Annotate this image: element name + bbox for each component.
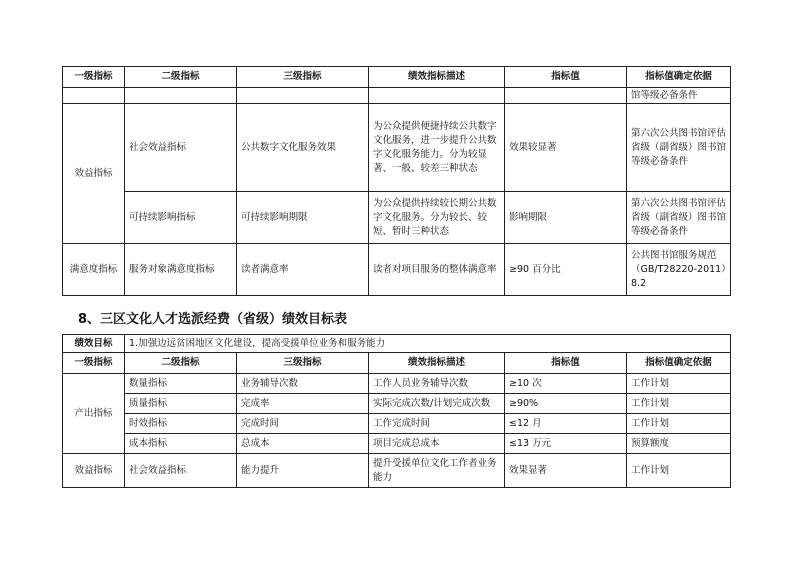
table-cell [63,88,125,104]
table-row [63,192,731,244]
header-value: 指标值 [505,353,627,374]
header-description: 绩效指标描述 [369,353,505,374]
value-cell: 影响期限 [505,192,627,244]
basis-cell: 预算额度 [627,434,731,454]
header-description: 绩效指标描述 [369,67,505,88]
basis-cell: 第六次公共图书馆评估省级（副省级）图书馆等级必备条件 [627,192,731,244]
level2-cell: 成本指标 [125,434,237,454]
header-basis: 指标值确定依据 [627,353,731,374]
table-row [63,244,731,296]
level1-cell: 产出指标 [63,374,125,454]
level3-cell: 完成时间 [237,414,369,434]
table-header-row [63,67,731,88]
level3-cell: 读者满意率 [237,244,369,296]
basis-cell: 公共图书馆服务规范（GB/T28220-2011）8.2 [627,244,731,296]
header-level2: 二级指标 [125,67,237,88]
table-row [63,374,731,394]
basis-cell: 工作计划 [627,374,731,394]
level3-cell: 可持续影响期限 [237,192,369,244]
value-cell: 效果较显著 [505,104,627,192]
basis-cell: 工作计划 [627,394,731,414]
header-value: 指标值 [505,67,627,88]
table-cell [369,88,505,104]
level2-cell: 社会效益指标 [125,454,237,488]
basis-cell: 工作计划 [627,454,731,488]
performance-goal-table [62,334,731,488]
level3-cell: 业务辅导次数 [237,374,369,394]
goal-text: 1.加强边远贫困地区文化建设，提高受援单位业务和服务能力 [125,335,731,353]
header-level3: 三级指标 [237,353,369,374]
header-level1: 一级指标 [63,353,125,374]
level2-cell: 时效指标 [125,414,237,434]
table-cell [237,88,369,104]
basis-cell: 工作计划 [627,414,731,434]
table-cell [505,88,627,104]
description-cell: 实际完成次数/计划完成次数 [369,394,505,414]
value-cell: 效果显著 [505,454,627,488]
description-cell: 读者对项目服务的整体满意率 [369,244,505,296]
value-cell: ≤12 月 [505,414,627,434]
level1-cell: 满意度指标 [63,244,125,296]
value-cell: ≥10 次 [505,374,627,394]
description-cell: 工作完成时间 [369,414,505,434]
table-row [63,454,731,488]
value-cell: ≥90% [505,394,627,414]
description-cell: 项目完成总成本 [369,434,505,454]
table-row [63,104,731,192]
basis-cell: 第六次公共图书馆评估省级（副省级）图书馆等级必备条件 [627,104,731,192]
description-cell: 提升受援单位文化工作者业务能力 [369,454,505,488]
header-basis: 指标值确定依据 [627,67,731,88]
level2-cell: 服务对象满意度指标 [125,244,237,296]
level2-cell: 数量指标 [125,374,237,394]
header-level3: 三级指标 [237,67,369,88]
goal-label: 绩效目标 [63,335,125,353]
table-row [63,88,731,104]
description-cell: 工作人员业务辅导次数 [369,374,505,394]
description-cell: 为公众提供便捷持续公共数字文化服务，进一步提升公共数字文化服务能力。分为较显著、一般、较差三种状态 [369,104,505,192]
basis-cell: 馆等级必备条件 [627,88,731,104]
level2-cell: 质量指标 [125,394,237,414]
level3-cell: 完成率 [237,394,369,414]
level1-cell: 效益指标 [63,104,125,244]
table-cell [125,88,237,104]
table-row [63,414,731,434]
table-header-row [63,353,731,374]
level2-cell: 可持续影响指标 [125,192,237,244]
table-row [63,394,731,414]
level1-cell: 效益指标 [63,454,125,488]
header-level1: 一级指标 [63,67,125,88]
level3-cell: 能力提升 [237,454,369,488]
table-row [63,434,731,454]
value-cell: ≥90 百分比 [505,244,627,296]
goal-row [63,335,731,353]
header-level2: 二级指标 [125,353,237,374]
performance-table-continued [62,66,731,296]
value-cell: ≤13 万元 [505,434,627,454]
level2-cell: 社会效益指标 [125,104,237,192]
description-cell: 为公众提供持续较长期公共数字文化服务。分为较长、较短、暂时三种状态 [369,192,505,244]
level3-cell: 总成本 [237,434,369,454]
section-title: 8、三区文化人才选派经费（省级）绩效目标表 [78,312,348,327]
level3-cell: 公共数字文化服务效果 [237,104,369,192]
